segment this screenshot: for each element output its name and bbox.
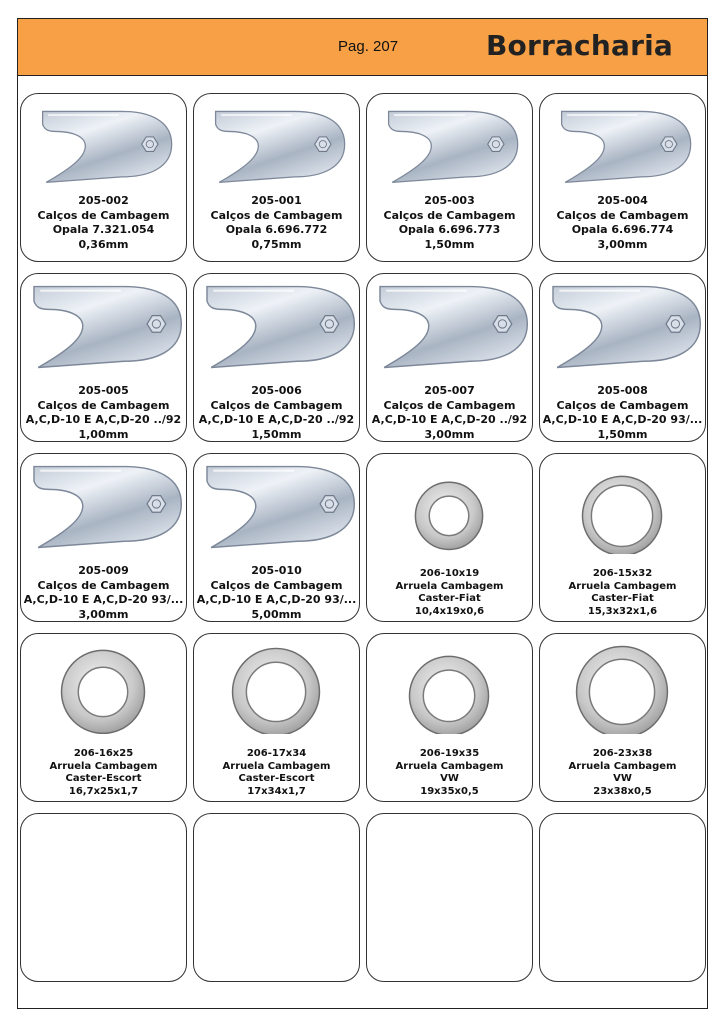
- product-code: 205-008: [597, 384, 648, 397]
- product-application: VW: [440, 773, 459, 784]
- product-card: [193, 453, 360, 622]
- product-name: Calços de Cambagem: [37, 578, 170, 592]
- camber-shim-icon: [21, 94, 186, 194]
- product-code: 205-006: [251, 384, 302, 397]
- product-card: [193, 93, 360, 262]
- product-card: [539, 453, 706, 622]
- page-header: [18, 19, 707, 76]
- product-name: Arruela Cambagem: [568, 580, 677, 592]
- product-size: 0,75mm: [251, 237, 302, 251]
- product-code: 205-007: [424, 384, 475, 397]
- camber-washer-icon: [21, 634, 186, 734]
- product-application: A,C,D-10 E A,C,D-20 93/...: [542, 413, 703, 426]
- product-size: 23x38x0,5: [593, 785, 652, 797]
- product-name: Calços de Cambagem: [210, 398, 343, 412]
- product-size: 19x35x0,5: [420, 785, 479, 797]
- empty-card: [366, 813, 533, 982]
- product-card: [193, 273, 360, 442]
- product-card: [20, 633, 187, 802]
- product-size: 15,3x32x1,6: [587, 605, 658, 617]
- product-application: A,C,D-10 E A,C,D-20 93/...: [196, 593, 357, 606]
- camber-shim-icon: [540, 94, 705, 194]
- product-code: 206-19x35: [419, 748, 480, 759]
- product-size: 0,36mm: [78, 237, 129, 251]
- product-size: 1,50mm: [597, 427, 648, 441]
- camber-shim-icon: [367, 274, 532, 374]
- camber-shim-icon: [194, 274, 359, 374]
- product-card: [366, 273, 533, 442]
- product-application: Opala 6.696.772: [225, 223, 328, 236]
- product-code: 205-010: [251, 564, 302, 577]
- product-card: [366, 453, 533, 622]
- product-size: 1,50mm: [424, 237, 475, 251]
- camber-washer-icon: [367, 634, 532, 734]
- product-code: 205-003: [424, 194, 475, 207]
- product-size: 3,00mm: [78, 607, 129, 621]
- product-card: [539, 273, 706, 442]
- product-card: [20, 453, 187, 622]
- camber-washer-icon: [540, 634, 705, 734]
- product-application: Caster-Fiat: [418, 593, 481, 604]
- product-name: Calços de Cambagem: [210, 578, 343, 592]
- camber-shim-icon: [21, 454, 186, 554]
- product-name: Calços de Cambagem: [556, 208, 689, 222]
- product-card: [366, 633, 533, 802]
- product-card: [539, 93, 706, 262]
- product-name: Arruela Cambagem: [568, 760, 677, 772]
- empty-card: [539, 813, 706, 982]
- product-name: Calços de Cambagem: [37, 398, 170, 412]
- product-card: [366, 93, 533, 262]
- product-card: [193, 633, 360, 802]
- product-application: A,C,D-10 E A,C,D-20 93/...: [23, 593, 184, 606]
- page-number: Pag. 207: [338, 38, 399, 55]
- product-name: Calços de Cambagem: [210, 208, 343, 222]
- camber-washer-icon: [194, 634, 359, 734]
- product-card: [539, 633, 706, 802]
- product-application: A,C,D-10 E A,C,D-20 ../92: [25, 413, 182, 426]
- product-code: 206-16x25: [73, 748, 134, 759]
- empty-card: [193, 813, 360, 982]
- product-application: VW: [613, 773, 632, 784]
- product-code: 205-009: [78, 564, 129, 577]
- product-size: 5,00mm: [251, 607, 302, 621]
- product-name: Arruela Cambagem: [395, 760, 504, 772]
- product-name: Arruela Cambagem: [395, 580, 504, 592]
- product-application: A,C,D-10 E A,C,D-20 ../92: [198, 413, 355, 426]
- product-size: 1,50mm: [251, 427, 302, 441]
- page-title: Borracharia: [485, 29, 673, 62]
- product-size: 1,00mm: [78, 427, 129, 441]
- product-size: 17x34x1,7: [247, 785, 306, 797]
- product-size: 16,7x25x1,7: [68, 785, 139, 797]
- product-card: [20, 273, 187, 442]
- product-application: Opala 7.321.054: [52, 223, 155, 236]
- product-code: 206-10x19: [419, 568, 480, 579]
- product-code: 205-002: [78, 194, 129, 207]
- camber-washer-icon: [367, 454, 532, 554]
- product-name: Arruela Cambagem: [222, 760, 331, 772]
- product-application: A,C,D-10 E A,C,D-20 ../92: [371, 413, 528, 426]
- product-application: Caster-Fiat: [591, 593, 654, 604]
- product-name: Calços de Cambagem: [383, 398, 516, 412]
- product-application: Opala 6.696.773: [398, 223, 501, 236]
- product-code: 206-15x32: [592, 568, 653, 579]
- product-application: Caster-Escort: [65, 773, 142, 784]
- camber-shim-icon: [367, 94, 532, 194]
- product-size: 3,00mm: [424, 427, 475, 441]
- product-name: Calços de Cambagem: [37, 208, 170, 222]
- product-name: Calços de Cambagem: [383, 208, 516, 222]
- camber-shim-icon: [21, 274, 186, 374]
- product-card: [20, 93, 187, 262]
- product-code: 205-004: [597, 194, 648, 207]
- product-name: Calços de Cambagem: [556, 398, 689, 412]
- product-code: 206-23x38: [592, 748, 653, 759]
- product-size: 10,4x19x0,6: [414, 605, 485, 617]
- empty-card: [20, 813, 187, 982]
- camber-shim-icon: [540, 274, 705, 374]
- camber-washer-icon: [540, 454, 705, 554]
- camber-shim-icon: [194, 454, 359, 554]
- product-code: 205-005: [78, 384, 129, 397]
- camber-shim-icon: [194, 94, 359, 194]
- product-application: Opala 6.696.774: [571, 223, 674, 236]
- product-size: 3,00mm: [597, 237, 648, 251]
- product-code: 206-17x34: [246, 748, 307, 759]
- product-application: Caster-Escort: [238, 773, 315, 784]
- page-frame: [17, 18, 708, 1009]
- product-code: 205-001: [251, 194, 302, 207]
- product-name: Arruela Cambagem: [49, 760, 158, 772]
